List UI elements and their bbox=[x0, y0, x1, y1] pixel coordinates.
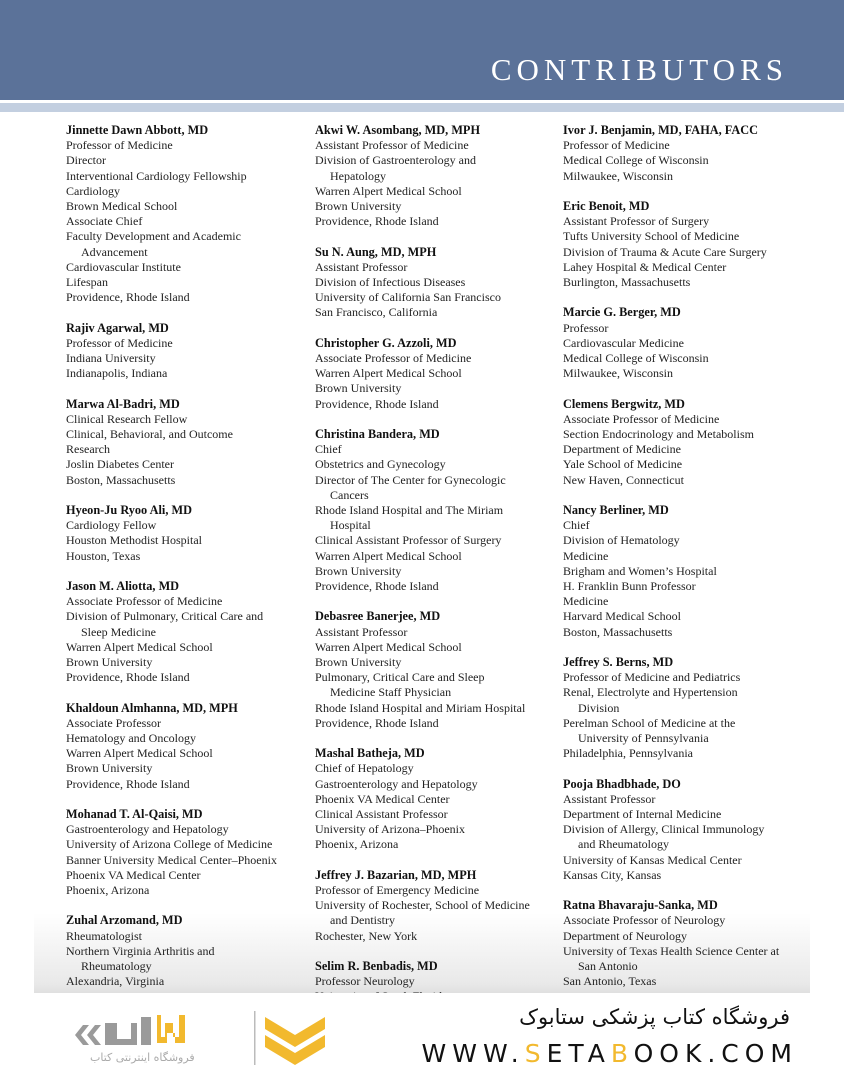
contributor-affiliation: and Rheumatology bbox=[578, 837, 669, 852]
contributor-name: Christopher G. Azzoli, MD bbox=[315, 335, 457, 350]
contributor-affiliation: Houston, Texas bbox=[66, 548, 141, 563]
contributor-affiliation: Assistant Professor of Medicine bbox=[315, 138, 469, 153]
contributor-affiliation: Rhode Island Hospital and Miriam Hospital bbox=[315, 700, 526, 715]
contributor-name: Eric Benoit, MD bbox=[563, 199, 650, 213]
store-name: فروشگاه کتاب پزشکی ستابوک bbox=[519, 1005, 790, 1029]
contributor-name: Marcie G. Berger, MD bbox=[563, 305, 681, 320]
store-url[interactable] bbox=[422, 1039, 798, 1068]
contributor-affiliation: Chief bbox=[315, 442, 342, 457]
contributor-affiliation: Professor of Emergency Medicine bbox=[315, 883, 480, 898]
contributor-affiliation: University of Arizona–Phoenix bbox=[315, 822, 465, 837]
contributor-affiliation: Chief bbox=[563, 518, 590, 533]
contributor-affiliation: Brown University bbox=[66, 761, 153, 776]
contributor-affiliation: Associate Professor of Neurology bbox=[563, 913, 726, 928]
contributor-affiliation: Director of The Center for Gynecologic bbox=[315, 472, 506, 487]
contributor-affiliation: Cardiovascular Institute bbox=[66, 259, 181, 274]
contributor-affiliation: Kansas City, Kansas bbox=[563, 867, 662, 882]
contributor-affiliation: and Dentistry bbox=[330, 913, 395, 928]
contributor-entry bbox=[66, 579, 316, 685]
contributor-entry bbox=[563, 199, 813, 290]
contributor-affiliation: Division of Allergy, Clinical Immunology bbox=[563, 822, 765, 837]
contributor-affiliation: Associate Chief bbox=[66, 214, 143, 229]
contributor-affiliation: Providence, Rhode Island bbox=[315, 396, 439, 411]
contributor-affiliation: Research bbox=[66, 442, 110, 457]
contributor-affiliation: Warren Alpert Medical School bbox=[315, 183, 462, 198]
contributor-affiliation: Professor bbox=[563, 320, 609, 335]
contributor-affiliation: Northern Virginia Arthritis and bbox=[66, 943, 215, 958]
contributor-affiliation: Assistant Professor bbox=[563, 791, 656, 806]
contributor-affiliation: Clinical Assistant Professor bbox=[315, 807, 448, 822]
contributor-name: Ratna Bhavaraju-Sanka, MD bbox=[563, 898, 718, 913]
column-1 bbox=[66, 123, 316, 1005]
contributor-affiliation: Providence, Rhode Island bbox=[315, 715, 439, 730]
contributor-entry bbox=[315, 245, 565, 321]
contributor-affiliation: Milwaukee, Wisconsin bbox=[563, 366, 673, 381]
contributor-affiliation: Clinical Assistant Professor of Surgery bbox=[315, 533, 502, 548]
contributor-name: Ivor J. Benjamin, MD, FAHA, FACC bbox=[563, 123, 759, 137]
contributor-name: Mashal Batheja, MD bbox=[315, 746, 425, 761]
page-title: CONTRIBUTORS bbox=[490, 52, 788, 87]
contributor-entry bbox=[315, 123, 565, 229]
contributor-affiliation: Hepatology bbox=[330, 168, 386, 183]
contributor-entry bbox=[66, 397, 316, 488]
contributor-affiliation: Boston, Massachusetts bbox=[563, 624, 673, 639]
contributor-affiliation: Division of Pulmonary, Critical Care and bbox=[66, 609, 264, 624]
contributor-name: Debasree Banerjee, MD bbox=[315, 609, 441, 624]
contributor-affiliation: Department of Internal Medicine bbox=[563, 807, 722, 822]
contributor-name: Jeffrey J. Bazarian, MD, MPH bbox=[315, 867, 477, 882]
contributor-affiliation: Associate Professor bbox=[66, 715, 161, 730]
contributor-entry bbox=[66, 807, 316, 898]
contributor-affiliation: Interventional Cardiology Fellowship bbox=[66, 168, 247, 183]
contributor-affiliation: Medicine bbox=[563, 594, 609, 609]
logo-subtitle: فروشگاه اینترنتی کتاب bbox=[90, 1051, 195, 1064]
contributor-entry bbox=[563, 898, 813, 989]
contributor-affiliation: Lifespan bbox=[66, 275, 108, 290]
contributor-affiliation: Division of Trauma & Acute Care Surgery bbox=[563, 244, 767, 259]
contributor-affiliation: Medicine bbox=[563, 548, 609, 563]
url-accent: S bbox=[524, 1039, 547, 1068]
header-banner bbox=[0, 0, 844, 100]
contributor-name: Jinnette Dawn Abbott, MD bbox=[66, 123, 209, 137]
contributor-affiliation: Indianapolis, Indiana bbox=[66, 366, 168, 381]
contributor-affiliation: University of Arizona College of Medicine bbox=[66, 837, 273, 852]
contributors-list bbox=[34, 123, 810, 993]
contributor-affiliation: Banner University Medical Center–Phoenix bbox=[66, 852, 277, 867]
contributor-affiliation: Clinical, Behavioral, and Outcome bbox=[66, 427, 233, 442]
contributor-name: Rajiv Agarwal, MD bbox=[66, 320, 169, 335]
contributor-name: Jeffrey S. Berns, MD bbox=[563, 655, 674, 670]
contributor-affiliation: Renal, Electrolyte and Hypertension bbox=[563, 685, 738, 700]
contributor-affiliation: Medical College of Wisconsin bbox=[563, 351, 709, 366]
contributor-affiliation: Joslin Diabetes Center bbox=[66, 457, 174, 472]
contributor-affiliation: Department of Medicine bbox=[563, 442, 681, 457]
contributor-affiliation: Warren Alpert Medical School bbox=[315, 366, 462, 381]
contributor-affiliation: University of California San Francisco bbox=[315, 290, 501, 305]
contributor-affiliation: Medicine Staff Physician bbox=[330, 685, 452, 700]
contributor-affiliation: H. Franklin Bunn Professor bbox=[563, 579, 696, 594]
contributor-entry bbox=[315, 336, 565, 412]
contributor-affiliation: Brown University bbox=[315, 381, 402, 396]
contributor-affiliation: New Haven, Connecticut bbox=[563, 472, 684, 487]
contributor-affiliation: Assistant Professor bbox=[315, 624, 408, 639]
contributor-affiliation: Rheumatology bbox=[81, 959, 152, 974]
divider-band bbox=[0, 103, 844, 112]
contributor-affiliation: Milwaukee, Wisconsin bbox=[563, 168, 673, 183]
contributor-affiliation: Brown Medical School bbox=[66, 199, 178, 214]
contributor-entry bbox=[563, 305, 813, 381]
contributor-entry bbox=[315, 609, 565, 731]
contributor-name: Jason M. Aliotta, MD bbox=[66, 579, 180, 594]
contributor-affiliation: Assistant Professor of Surgery bbox=[563, 214, 710, 229]
contributor-affiliation: Brigham and Women’s Hospital bbox=[563, 563, 717, 578]
url-part: ETA bbox=[546, 1039, 611, 1068]
column-2 bbox=[315, 123, 565, 1020]
contributor-affiliation: Rhode Island Hospital and The Miriam bbox=[315, 503, 504, 518]
url-accent: B bbox=[610, 1039, 634, 1068]
contributor-affiliation: Gastroenterology and Hepatology bbox=[315, 776, 478, 791]
contributor-affiliation: Pulmonary, Critical Care and Sleep bbox=[315, 670, 485, 685]
contributor-affiliation: Cardiology Fellow bbox=[66, 518, 157, 533]
contributor-affiliation: Warren Alpert Medical School bbox=[66, 639, 213, 654]
contributor-name: Selim R. Benbadis, MD bbox=[315, 959, 438, 974]
contributor-affiliation: Advancement bbox=[81, 244, 148, 259]
contributor-entry bbox=[66, 321, 316, 382]
contributor-name: Hyeon-Ju Ryoo Ali, MD bbox=[66, 503, 192, 518]
contributor-affiliation: Section Endocrinology and Metabolism bbox=[563, 427, 754, 442]
contributor-affiliation: Brown University bbox=[315, 199, 402, 214]
contributor-name: Khaldoun Almhanna, MD, MPH bbox=[66, 700, 238, 715]
contributor-affiliation: Boston, Massachusetts bbox=[66, 472, 176, 487]
contributor-affiliation: Phoenix, Arizona bbox=[315, 837, 399, 852]
contributor-affiliation: Lahey Hospital & Medical Center bbox=[563, 259, 727, 274]
contributor-affiliation: Division of Infectious Diseases bbox=[315, 275, 466, 290]
contributor-affiliation: Phoenix VA Medical Center bbox=[315, 791, 450, 806]
url-part: WWW. bbox=[421, 1039, 525, 1068]
contributor-affiliation: Division of Hematology bbox=[563, 533, 680, 548]
contributor-affiliation: Houston Methodist Hospital bbox=[66, 533, 203, 548]
contributor-affiliation: Cancers bbox=[330, 487, 369, 502]
contributor-affiliation: Professor of Medicine bbox=[66, 335, 173, 350]
contributor-affiliation: Obstetrics and Gynecology bbox=[315, 457, 446, 472]
contributor-affiliation: Director bbox=[66, 153, 106, 168]
contributor-affiliation: Alexandria, Virginia bbox=[66, 974, 165, 989]
contributor-affiliation: Professor of Medicine and Pediatrics bbox=[563, 670, 741, 685]
contributor-affiliation: Tufts University School of Medicine bbox=[563, 229, 740, 244]
contributor-affiliation: Rheumatologist bbox=[66, 928, 142, 943]
contributor-name: Pooja Bhadbhade, DO bbox=[563, 776, 681, 791]
contributor-affiliation: Gastroenterology and Hepatology bbox=[66, 822, 229, 837]
setabook-logo bbox=[75, 1007, 335, 1069]
contributor-affiliation: Professor of Medicine bbox=[66, 138, 173, 153]
contributor-affiliation: Providence, Rhode Island bbox=[66, 290, 190, 305]
contributor-name: Mohanad T. Al-Qaisi, MD bbox=[66, 807, 203, 822]
contributor-affiliation: Phoenix VA Medical Center bbox=[66, 867, 201, 882]
contributor-entry bbox=[66, 701, 316, 792]
column-3 bbox=[563, 123, 813, 1005]
contributor-affiliation: Brown University bbox=[315, 563, 402, 578]
contributor-affiliation: Hospital bbox=[330, 518, 371, 533]
contributor-affiliation: Division of Gastroenterology and bbox=[315, 153, 476, 168]
contributor-affiliation: Assistant Professor bbox=[315, 259, 408, 274]
contributor-affiliation: Associate Professor of Medicine bbox=[563, 411, 720, 426]
contributor-name: Su N. Aung, MD, MPH bbox=[315, 244, 437, 259]
contributor-entry bbox=[315, 746, 565, 852]
contributor-affiliation: Yale School of Medicine bbox=[563, 457, 683, 472]
contributor-name: Zuhal Arzomand, MD bbox=[66, 913, 183, 928]
contributor-affiliation: Sleep Medicine bbox=[81, 624, 156, 639]
contributor-affiliation: Philadelphia, Pennsylvania bbox=[563, 746, 693, 761]
contributor-affiliation: Warren Alpert Medical School bbox=[315, 548, 462, 563]
contributor-affiliation: Hematology and Oncology bbox=[66, 731, 196, 746]
contributor-affiliation: Providence, Rhode Island bbox=[315, 214, 439, 229]
contributor-entry bbox=[66, 503, 316, 564]
contributor-entry bbox=[315, 868, 565, 944]
contributor-affiliation: University of Texas Health Science Center at bbox=[563, 943, 780, 958]
contributor-name: Clemens Bergwitz, MD bbox=[563, 396, 685, 411]
contributor-entry bbox=[315, 427, 565, 594]
contributor-affiliation: Cardiovascular Medicine bbox=[563, 335, 684, 350]
contributor-entry bbox=[563, 777, 813, 883]
contributor-affiliation: Burlington, Massachusetts bbox=[563, 275, 691, 290]
contributor-entry bbox=[563, 397, 813, 488]
contributor-affiliation: Providence, Rhode Island bbox=[66, 670, 190, 685]
contributor-affiliation: Phoenix, Arizona bbox=[66, 883, 150, 898]
contributor-name: Nancy Berliner, MD bbox=[563, 503, 669, 518]
contributor-affiliation: Associate Professor of Medicine bbox=[315, 351, 472, 366]
contributor-entry bbox=[66, 913, 316, 989]
contributor-affiliation: Associate Professor of Medicine bbox=[66, 594, 223, 609]
watermark-footer bbox=[0, 993, 844, 1080]
contributor-affiliation: Rochester, New York bbox=[315, 928, 418, 943]
contributor-name: Marwa Al-Badri, MD bbox=[66, 396, 180, 411]
contributor-affiliation: University of Kansas Medical Center bbox=[563, 852, 742, 867]
contributor-affiliation: Cardiology bbox=[66, 183, 120, 198]
contributor-affiliation: Division bbox=[578, 700, 620, 715]
contributor-affiliation: Department of Neurology bbox=[563, 928, 687, 943]
contributor-affiliation: Clinical Research Fellow bbox=[66, 411, 188, 426]
contributor-affiliation: Providence, Rhode Island bbox=[66, 776, 190, 791]
contributor-name: Akwi W. Asombang, MD, MPH bbox=[315, 123, 481, 137]
contributor-affiliation: Warren Alpert Medical School bbox=[66, 746, 213, 761]
contributor-affiliation: Professor of Medicine bbox=[563, 138, 670, 153]
contributor-affiliation: Warren Alpert Medical School bbox=[315, 639, 462, 654]
contributor-entry bbox=[563, 655, 813, 761]
contributor-entry bbox=[563, 123, 813, 184]
contributor-affiliation: Providence, Rhode Island bbox=[315, 579, 439, 594]
contributor-affiliation: Faculty Development and Academic bbox=[66, 229, 241, 244]
contributor-affiliation: Perelman School of Medicine at the bbox=[563, 715, 736, 730]
contributor-affiliation: University of Rochester, School of Medicine bbox=[315, 898, 530, 913]
contributor-affiliation: Brown University bbox=[66, 655, 153, 670]
contributor-affiliation: Indiana University bbox=[66, 351, 156, 366]
contributor-affiliation: Professor Neurology bbox=[315, 974, 415, 989]
contributor-name: Christina Bandera, MD bbox=[315, 427, 440, 442]
contributor-affiliation: San Francisco, California bbox=[315, 305, 438, 320]
contributor-entry bbox=[563, 503, 813, 640]
contributor-affiliation: Chief of Hepatology bbox=[315, 761, 414, 776]
contributor-affiliation: San Antonio, Texas bbox=[563, 974, 657, 989]
contributor-affiliation: University of Pennsylvania bbox=[578, 731, 709, 746]
contributor-affiliation: Harvard Medical School bbox=[563, 609, 681, 624]
contributor-affiliation: San Antonio bbox=[578, 959, 638, 974]
url-part: OOK.COM bbox=[633, 1039, 798, 1068]
contributor-entry bbox=[66, 123, 316, 305]
contributor-affiliation: Brown University bbox=[315, 655, 402, 670]
contributor-affiliation: Medical College of Wisconsin bbox=[563, 153, 709, 168]
